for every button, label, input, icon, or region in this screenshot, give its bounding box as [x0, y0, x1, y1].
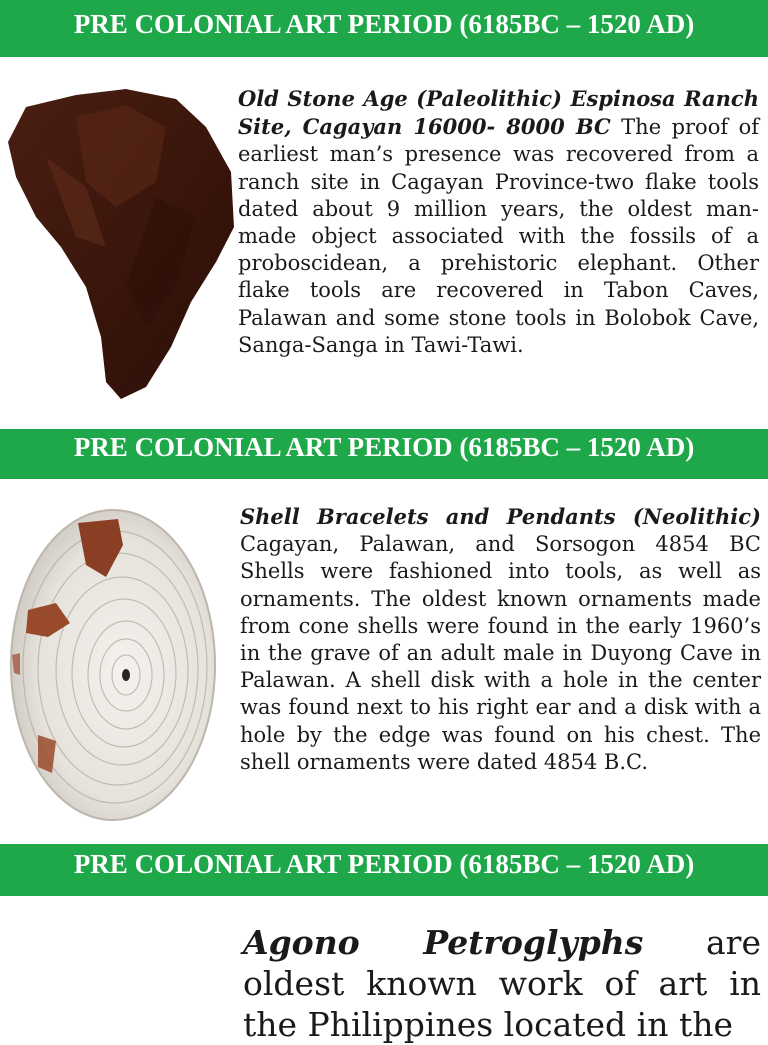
shell-bracelets-body: Cagayan, Palawan, and Sorsogon 4854 BC Shells were fashioned into tools, as well as ornaments. The oldest known ornaments made from cone shells were found in the early 1960’s in the grave of an adult male in Duyong Cave in Palawan. A shell disk with a hole in the center was found next to his right ear and a disk with a hole by the edge was found on his chest. The shell ornaments were dated 4854 B.C. [240, 532, 761, 774]
section-banner: PRE COLONIAL ART PERIOD (6185BC – 1520 AD) [0, 429, 768, 479]
agono-description [243, 922, 761, 1045]
stone-age-description [238, 85, 759, 359]
section-banner: PRE COLONIAL ART PERIOD (6185BC – 1520 AD) [0, 0, 768, 57]
stone-tool-image [6, 87, 238, 402]
stone-age-title: Old Stone Age (Paleolithic) Espinosa Ranch Site, Cagayan 16000- 8000 BC [238, 86, 759, 140]
shell-disk-image [8, 505, 218, 823]
stone-age-body: The proof of earliest man’s presence was recovered from a ranch site in Cagayan Province-two flake tools dated about 9 million years, the oldest man-made object associated with the fossils of a proboscidean, a prehistoric elephant. Other flake tools are recovered in Tabon Caves, Palawan and some stone tools in Bolobok Cave, Sanga-Sanga in Tawi-Tawi. [238, 115, 759, 357]
agono-title: Agono Petroglyphs [243, 923, 644, 962]
section-stone-age [0, 57, 768, 429]
shell-bracelets-description [240, 503, 761, 776]
section-banner: PRE COLONIAL ART PERIOD (6185BC – 1520 AD) [0, 844, 768, 896]
shell-bracelets-title: Shell Bracelets and Pendants (Neolithic) [240, 504, 761, 529]
section-shell-bracelets [0, 479, 768, 844]
section-agono-petroglyphs [0, 896, 768, 1044]
agono-body: are oldest known work of art in the Philippines located in the [243, 923, 761, 1044]
